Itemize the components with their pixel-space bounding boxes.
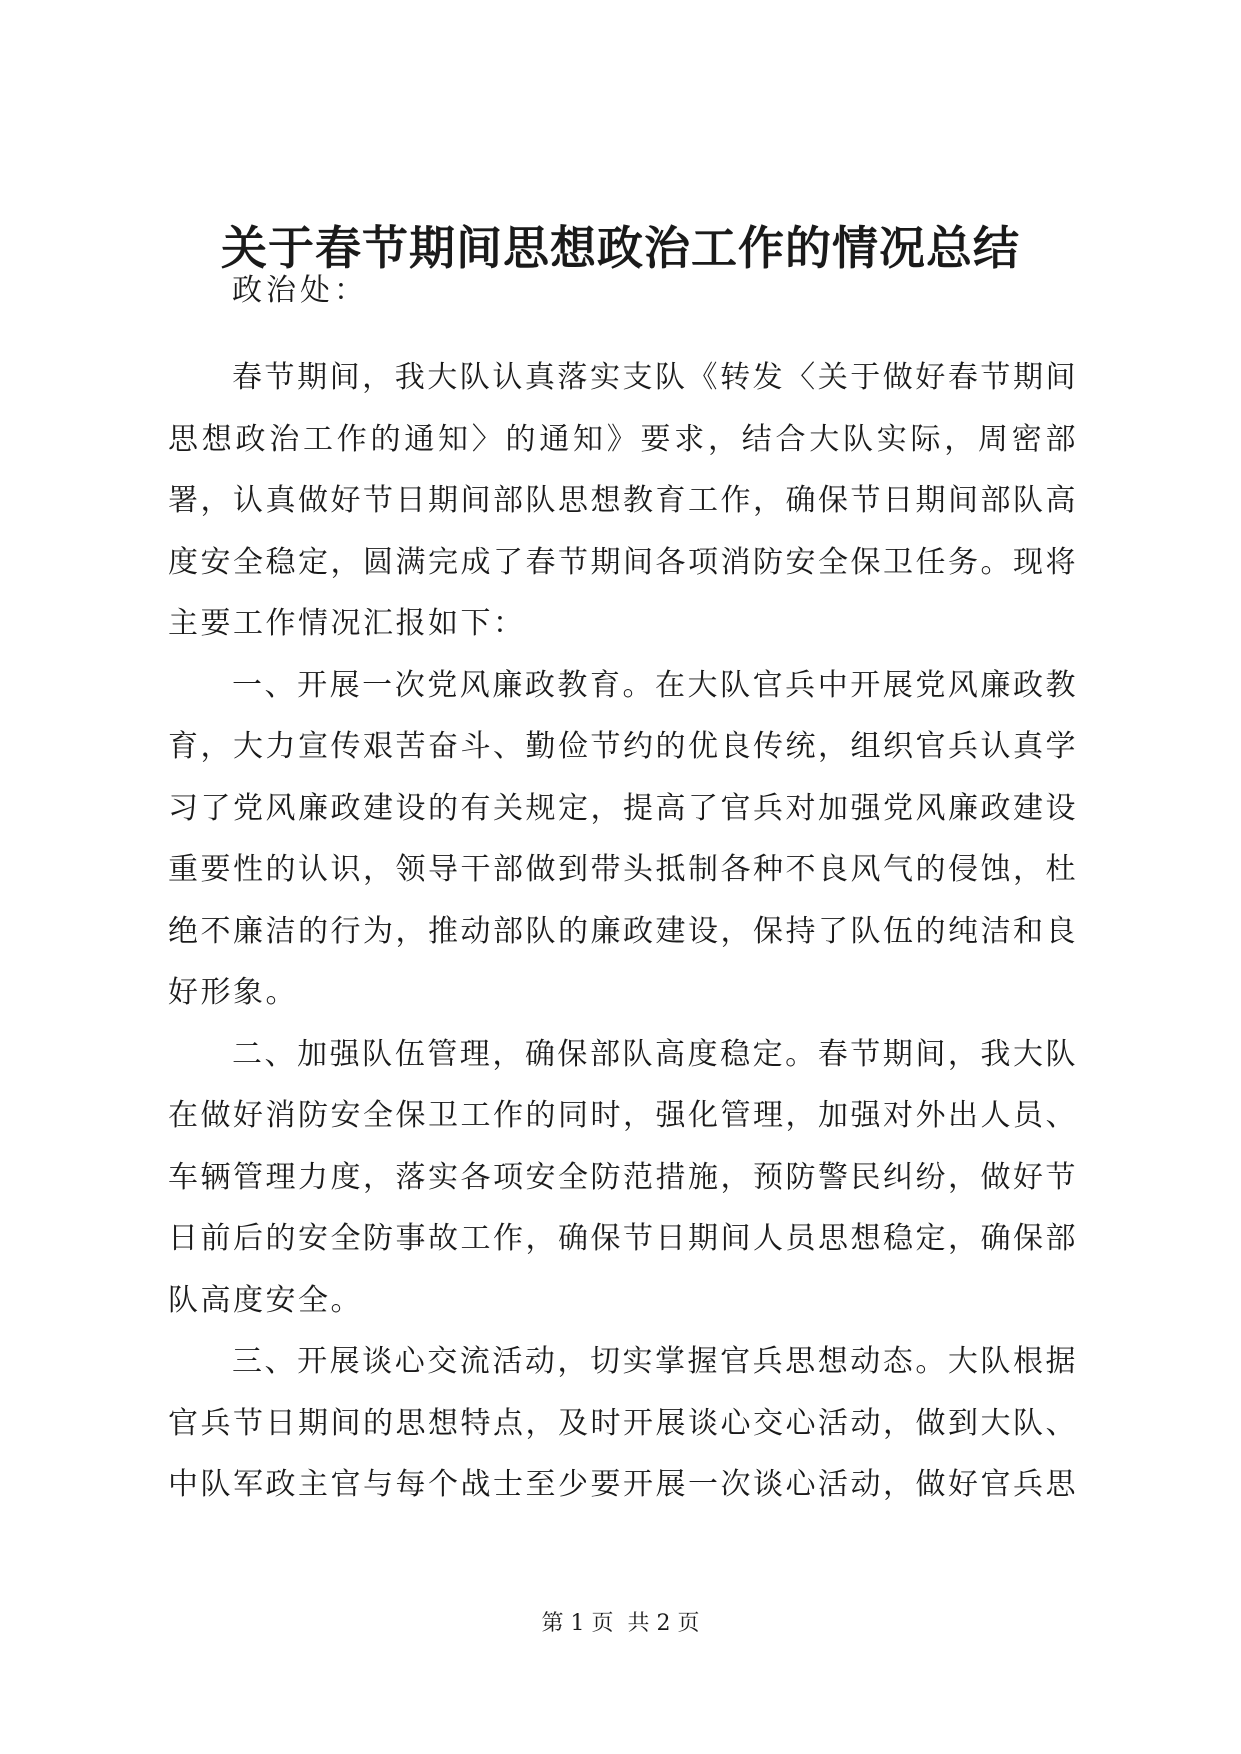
page-number-label: 第 1 页 共 2 页 [541, 1611, 700, 1636]
document-body [168, 347, 1078, 1516]
page-footer [0, 1608, 1241, 1640]
paragraph-section-2: 二、加强队伍管理，确保部队高度稳定。春节期间，我大队在做好消防安全保卫工作的同时，强化管理，加强对外出人员、车辆管理力度，落实各项安全防范措施，预防警民纠纷，做好节日前后的安全防事故工作，确保节日期间人员思想稳定，确保部队高度安全。 [168, 1036, 1078, 1318]
document-title: 关于春节期间思想政治工作的情况总结 [221, 221, 1020, 275]
paragraph-section-3: 三、开展谈心交流活动，切实掌握官兵思想动态。大队根据官兵节日期间的思想特点，及时开展谈心交心活动，做到大队、中队军政主官与每个战士至少要开展一次谈心活动，做好官兵思 [168, 1344, 1078, 1502]
salutation: 政治处： [232, 273, 368, 308]
paragraph-intro: 春节期间，我大队认真落实支队《转发〈关于做好春节期间思想政治工作的通知〉的通知》要求，结合大队实际，周密部署，认真做好节日期间部队思想教育工作，确保节日期间部队高度安全稳定，圆满完成了春节期间各项消防安全保卫任务。现将主要工作情况汇报如下： [168, 360, 1078, 641]
paragraph-section-1: 一、开展一次党风廉政教育。在大队官兵中开展党风廉政教育，大力宣传艰苦奋斗、勤俭节约的优良传统，组织官兵认真学习了党风廉政建设的有关规定，提高了官兵对加强党风廉政建设重要性的认识，领导干部做到带头抵制各种不良风气的侵蚀，杜绝不廉洁的行为，推动部队的廉政建设，保持了队伍的纯洁和良好形象。 [168, 667, 1078, 1010]
